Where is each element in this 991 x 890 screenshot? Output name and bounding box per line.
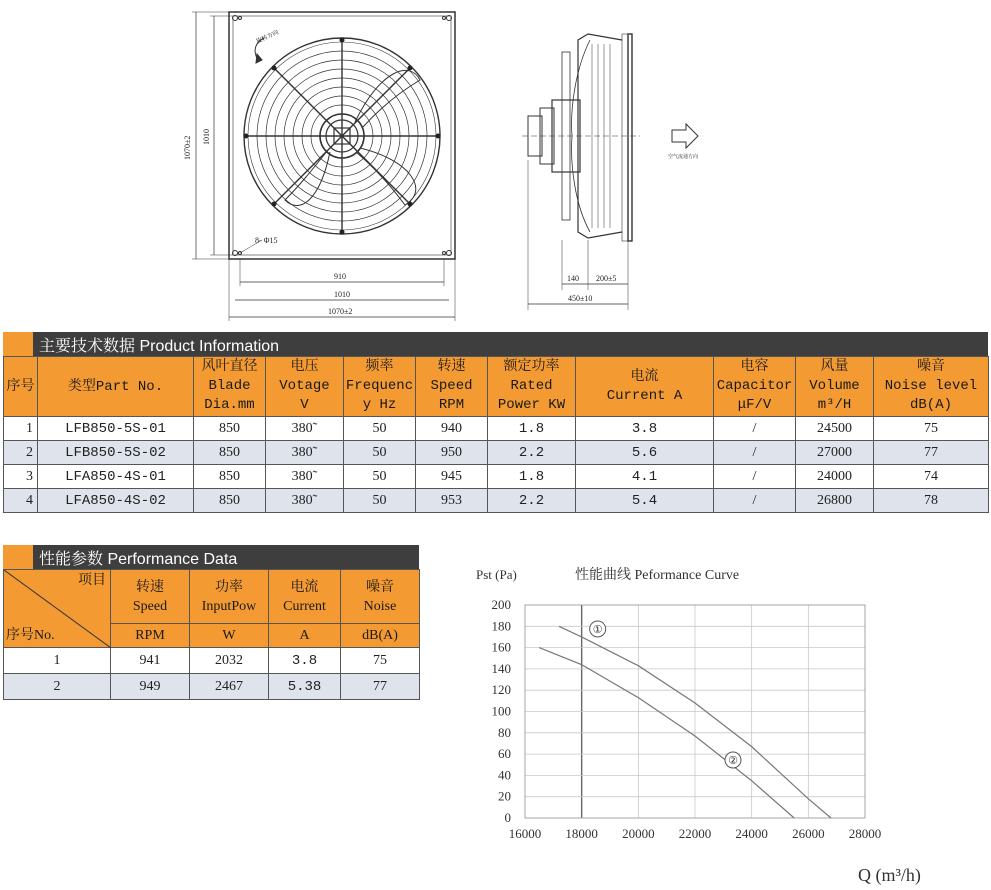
cell-noise: 75 <box>874 417 989 441</box>
col-voltage: 电压 Votage V <box>266 357 344 417</box>
cell-voltage: 380˜ <box>266 417 344 441</box>
y-tick-label: 160 <box>491 639 511 655</box>
cell-voltage: 380˜ <box>266 441 344 465</box>
cell-current: 5.6 <box>576 441 714 465</box>
corner-cell <box>4 570 111 648</box>
table-row <box>4 465 989 489</box>
y-tick-label: 100 <box>491 703 511 719</box>
cell-blade: 850 <box>194 465 266 489</box>
table-row <box>4 417 989 441</box>
technical-drawing <box>0 0 991 325</box>
cell-noise: 78 <box>874 489 989 513</box>
x-tick-label: 16000 <box>508 826 542 841</box>
corner-top-label: 项目 <box>78 573 106 588</box>
x-tick-label: 18000 <box>565 826 598 841</box>
y-tick-label: 80 <box>498 724 511 740</box>
cell-blade: 850 <box>194 441 266 465</box>
x-tick-label: 22000 <box>678 826 712 841</box>
col-volume: 风量 Volume m³/H <box>796 357 874 417</box>
cell-speed: 945 <box>416 465 488 489</box>
y-tick-label: 180 <box>491 618 511 634</box>
dim-width-inner: 1010 <box>334 290 350 299</box>
col-noise: 噪音 Noise level dB(A) <box>874 357 989 417</box>
cell-frequency: 50 <box>344 465 416 489</box>
table-row <box>4 489 989 513</box>
cell-noise: 74 <box>874 465 989 489</box>
product-info-title: 主要技术数据 Product Information <box>33 332 988 356</box>
cell-power: 2467 <box>190 674 269 700</box>
y-tick-label: 20 <box>498 788 511 804</box>
table-row <box>4 674 420 700</box>
x-tick-label: 28000 <box>848 826 882 841</box>
cell-capacitor: / <box>714 489 796 513</box>
performance-data-table <box>3 569 420 700</box>
cell-frequency: 50 <box>344 489 416 513</box>
cell-index: 3 <box>4 465 38 489</box>
cell-speed: 949 <box>111 674 190 700</box>
product-info-header <box>3 332 988 356</box>
chart-xlabel: Q (m³/h) <box>858 865 921 885</box>
dim-height-total: 1070±2 <box>183 135 192 160</box>
cell-index: 1 <box>4 417 38 441</box>
cell-blade: 850 <box>194 489 266 513</box>
cell-power: 1.8 <box>488 465 576 489</box>
header-tab-accent <box>3 332 33 356</box>
cell-volume: 24500 <box>796 417 874 441</box>
x-tick-label: 26000 <box>792 826 825 841</box>
dim-height-inner: 1010 <box>202 129 211 145</box>
col-index: 序号 <box>4 357 38 417</box>
rotation-note: 旋转方向 <box>255 29 280 46</box>
cell-frequency: 50 <box>344 441 416 465</box>
chart-grid <box>525 605 865 818</box>
side-dim-b: 200±5 <box>596 274 617 283</box>
cell-volume: 27000 <box>796 441 874 465</box>
cell-blade: 850 <box>194 417 266 441</box>
col-speed: 转速 Speed RPM <box>416 357 488 417</box>
corner-bottom-label: 序号No. <box>6 628 55 643</box>
cell-volume: 24000 <box>796 465 874 489</box>
col-current: 电流 Current A <box>576 357 714 417</box>
table-row <box>4 441 989 465</box>
y-tick-label: 60 <box>498 746 511 762</box>
col-part: 类型Part No. <box>38 357 194 417</box>
performance-data-header <box>3 545 419 569</box>
cell-current: 3.8 <box>269 648 341 674</box>
cell-speed: 940 <box>416 417 488 441</box>
chart-title: 性能曲线 Peformance Curve <box>575 568 740 583</box>
col-frequency: 频率 Frequenc y Hz <box>344 357 416 417</box>
series-marker-label: ② <box>728 754 738 767</box>
cell-current: 5.4 <box>576 489 714 513</box>
col-noise: 噪音 Noise <box>341 570 420 624</box>
unit-speed: RPM <box>111 624 190 648</box>
dim-width-total: 1070±2 <box>328 307 353 316</box>
cell-part: LFB850-5S-01 <box>38 417 194 441</box>
chart-series <box>539 621 831 818</box>
chart-axes <box>492 597 882 841</box>
cell-part: LFB850-5S-02 <box>38 441 194 465</box>
col-speed: 转速 Speed <box>111 570 190 624</box>
cell-capacitor: / <box>714 417 796 441</box>
cell-power: 2.2 <box>488 489 576 513</box>
holes-note: 8- Φ15 <box>255 236 278 245</box>
header-tab-accent <box>3 545 33 569</box>
cell-index: 2 <box>4 441 38 465</box>
cell-index: 2 <box>4 674 111 700</box>
side-dim-total: 450±10 <box>568 294 593 303</box>
col-power: 功率 InputPow <box>190 570 269 624</box>
airflow-note: 空气流通方向 <box>668 155 699 160</box>
unit-noise: dB(A) <box>341 624 420 648</box>
cell-part: LFA850-4S-01 <box>38 465 194 489</box>
cell-current: 3.8 <box>576 417 714 441</box>
y-tick-label: 140 <box>491 660 511 676</box>
col-current: 电流 Current <box>269 570 341 624</box>
dim-width-holes: 910 <box>334 272 346 281</box>
chart-ylabel: Pst (Pa) <box>476 567 517 582</box>
col-power: 额定功率 Rated Power KW <box>488 357 576 417</box>
cell-frequency: 50 <box>344 417 416 441</box>
cell-part: LFA850-4S-02 <box>38 489 194 513</box>
performance-data-title: 性能参数 Performance Data <box>33 545 419 569</box>
x-tick-label: 20000 <box>622 826 655 841</box>
side-dim-a: 140 <box>567 274 579 283</box>
cell-power: 2.2 <box>488 441 576 465</box>
performance-curve-chart <box>460 555 980 890</box>
cell-power: 1.8 <box>488 417 576 441</box>
cell-index: 1 <box>4 648 111 674</box>
cell-noise: 77 <box>341 674 420 700</box>
cell-current: 4.1 <box>576 465 714 489</box>
cell-speed: 950 <box>416 441 488 465</box>
product-info-table <box>3 356 989 513</box>
cell-current: 5.38 <box>269 674 341 700</box>
series-marker-label: ① <box>592 623 603 636</box>
cell-voltage: 380˜ <box>266 489 344 513</box>
unit-power: W <box>190 624 269 648</box>
cell-speed: 953 <box>416 489 488 513</box>
cell-index: 4 <box>4 489 38 513</box>
y-tick-label: 40 <box>498 767 511 783</box>
cell-volume: 26800 <box>796 489 874 513</box>
cell-power: 2032 <box>190 648 269 674</box>
cell-noise: 75 <box>341 648 420 674</box>
y-tick-label: 120 <box>491 682 511 698</box>
cell-speed: 941 <box>111 648 190 674</box>
cell-capacitor: / <box>714 441 796 465</box>
unit-current: A <box>269 624 341 648</box>
y-tick-label: 200 <box>491 597 511 612</box>
cell-voltage: 380˜ <box>266 465 344 489</box>
cell-noise: 77 <box>874 441 989 465</box>
x-tick-label: 24000 <box>735 826 768 841</box>
cell-capacitor: / <box>714 465 796 489</box>
table-row <box>4 648 420 674</box>
y-tick-label: 0 <box>504 810 511 825</box>
col-capacitor: 电容 Capacitor μF/V <box>714 357 796 417</box>
col-blade: 风叶直径 Blade Dia.mm <box>194 357 266 417</box>
